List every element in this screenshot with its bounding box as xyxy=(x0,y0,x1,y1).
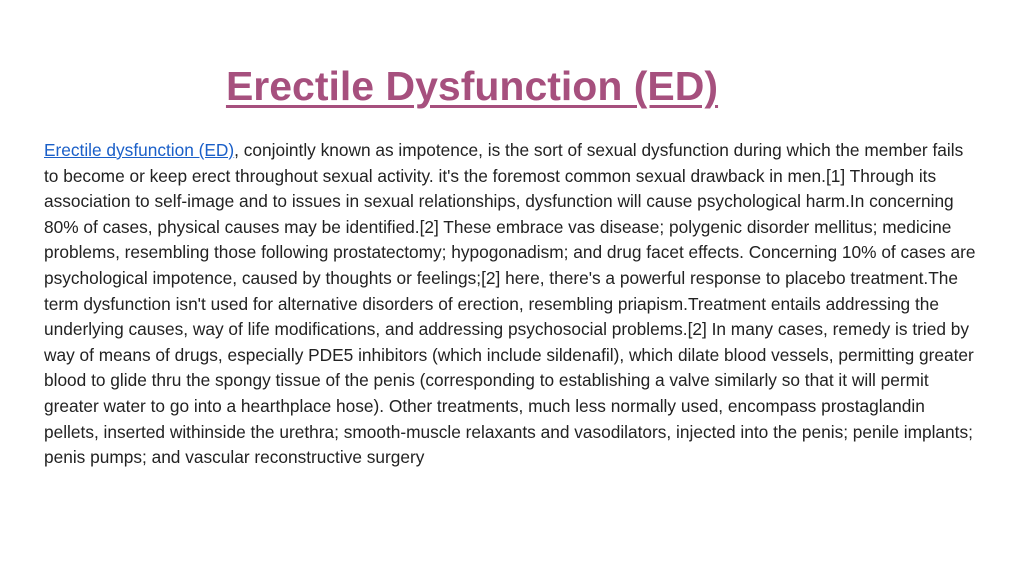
slide-title: Erectile Dysfunction (ED) xyxy=(225,63,719,109)
erectile-dysfunction-link[interactable]: Erectile dysfunction (ED) xyxy=(44,140,235,160)
body-text: , conjointly known as impotence, is the sort of sexual dysfunction during which the member fails to become or keep erect throughout sexual activity. it's the foremost common sexual drawback in men.[1] Through its association to self-image and to issues in sexual relationships, dysfunction will cause psychological harm.In concerning 80% of cases, physical causes may be identified.[2] These embrace vas disease; polygenic disorder mellitus; medicine problems, resembling those following prostatectomy; hypogonadism; and drug facet effects. Concerning 10% of cases are psychological impotence, caused by thoughts or feelings;[2] here, there's a powerful response to placebo treatment.The term dysfunction isn't used for alternative disorders of erection, resembling priapism.Treatment entails addressing the underlying causes, way of life modifications, and addressing psychosocial problems.[2] In many cases, remedy is tried by way of means of drugs, especially PDE5 inhibitors (which include sildenafil), which dilate blood vessels, permitting greater blood to glide thru the spongy tissue of the penis (corresponding to establishing a valve similarly so that it will permit greater water to go into a hearthplace hose). Other treatments, much less normally used, encompass prostaglandin pellets, inserted withinside the urethra; smooth-muscle relaxants and vasodilators, injected into the penis; penile implants; penis pumps; and vascular reconstructive surgery xyxy=(44,140,976,468)
slide-body-paragraph xyxy=(44,138,980,471)
